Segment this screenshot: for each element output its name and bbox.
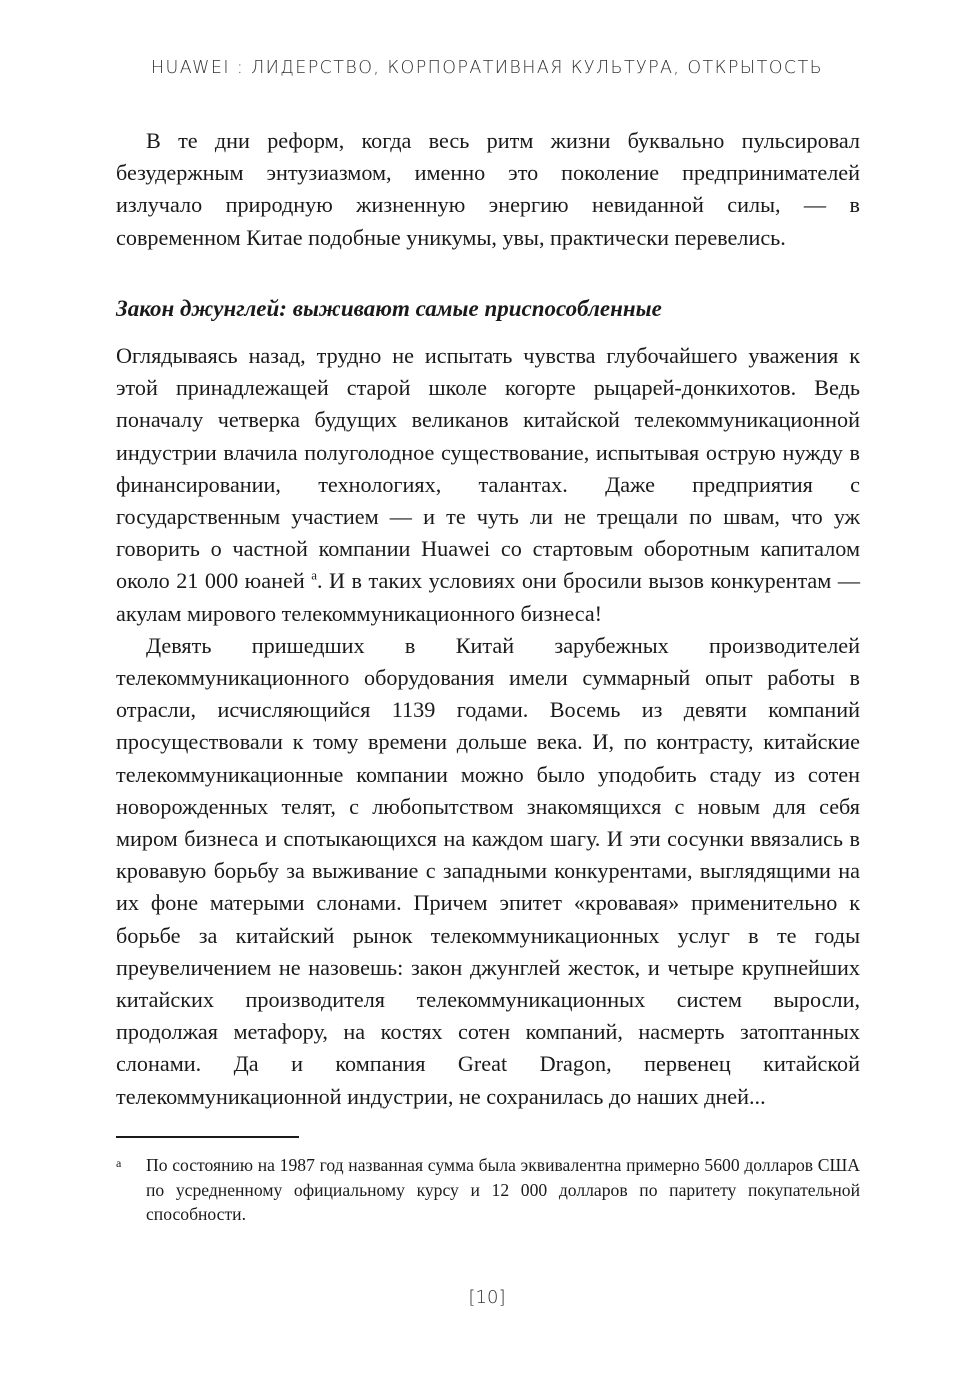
- footnote-reference[interactable]: a: [311, 568, 317, 584]
- running-header: HUAWEI : ЛИДЕРСТВО, КОРПОРАТИВНАЯ КУЛЬТУРА, ОТКРЫТОСТЬ: [150, 58, 823, 78]
- paragraph-1-text-b: . И в таких условиях они бросили вызов конкурентам — акулам мирового телекоммуникационного бизнеса!: [116, 568, 861, 626]
- page-number: [10]: [468, 1287, 506, 1308]
- footnote-text: По состоянию на 1987 год названная сумма была эквивалентна примерно 5600 долларов США по усредненному официальному курсу и 12 000 долларов по паритету покупательной способности.: [146, 1155, 860, 1224]
- paragraph-2: Девять пришедших в Китай зарубежных производителей телекоммуникационного оборудования имели суммарный опыт работы в отрасли, исчисляющийся 1139 годами. Восемь из девяти компаний просуществовали к тому времени дольше века. И, по контрасту, китайские телекоммуникационные компании можно было уподобить стаду из сотен новорожденных телят, с любопытством знакомящихся с новым для себя миром бизнеса и спотыкающихся на каждом шагу. И эти сосунки ввязались в кровавую борьбу за выживание с западными конкурентами, выглядящими на их фоне матерыми слонами. Причем эпитет «кровавая» применительно к борьбе за китайский рынок телекоммуникационных услуг в те годы преувеличением не назовешь: закон джунглей жесток, и четыре крупнейших китайских производителя телекоммуникационных систем выросли, продолжая метафору, на костях сотен компаний, насмерть затоптанных слонами. Да и компания Great Dragon, первенец китайской телекоммуникационной индустрии, не сохранилась до наших дней...: [116, 632, 860, 1109]
- footnote-marker: a: [116, 1156, 122, 1170]
- paragraph-1: [116, 340, 860, 630]
- section-heading: Закон джунглей: выживают самые приспособленные: [116, 296, 662, 321]
- intro-text: [116, 125, 860, 254]
- intro-paragraph: В те дни реформ, когда весь ритм жизни буквально пульсировал безудержным энтузиазмом, именно это поколение предпринимателей излучало природную жизненную энергию невиданной силы, — в современном Китае подобные уникумы, увы, практически перевелись.: [116, 128, 860, 250]
- footnote: [116, 1153, 860, 1227]
- paragraph-1-text-a: Оглядываясь назад, трудно не испытать чувства глубочайшего уважения к этой принадлежащей старой школе когорте рыцарей-донкихотов. Ведь поначалу четверка будущих великанов китайской телекоммуникационной индустрии влачила полуголодное существование, испытывая острую нужду в финансировании, технологиях, талантах. Даже предприятия с государственным участием — и те чуть ли не трещали по швам, что уж говорить о частной компании Huawei со стартовым оборотным капиталом около 21 000 юаней: [116, 343, 860, 594]
- section-body: [116, 340, 860, 1113]
- footnote-divider: [116, 1136, 299, 1138]
